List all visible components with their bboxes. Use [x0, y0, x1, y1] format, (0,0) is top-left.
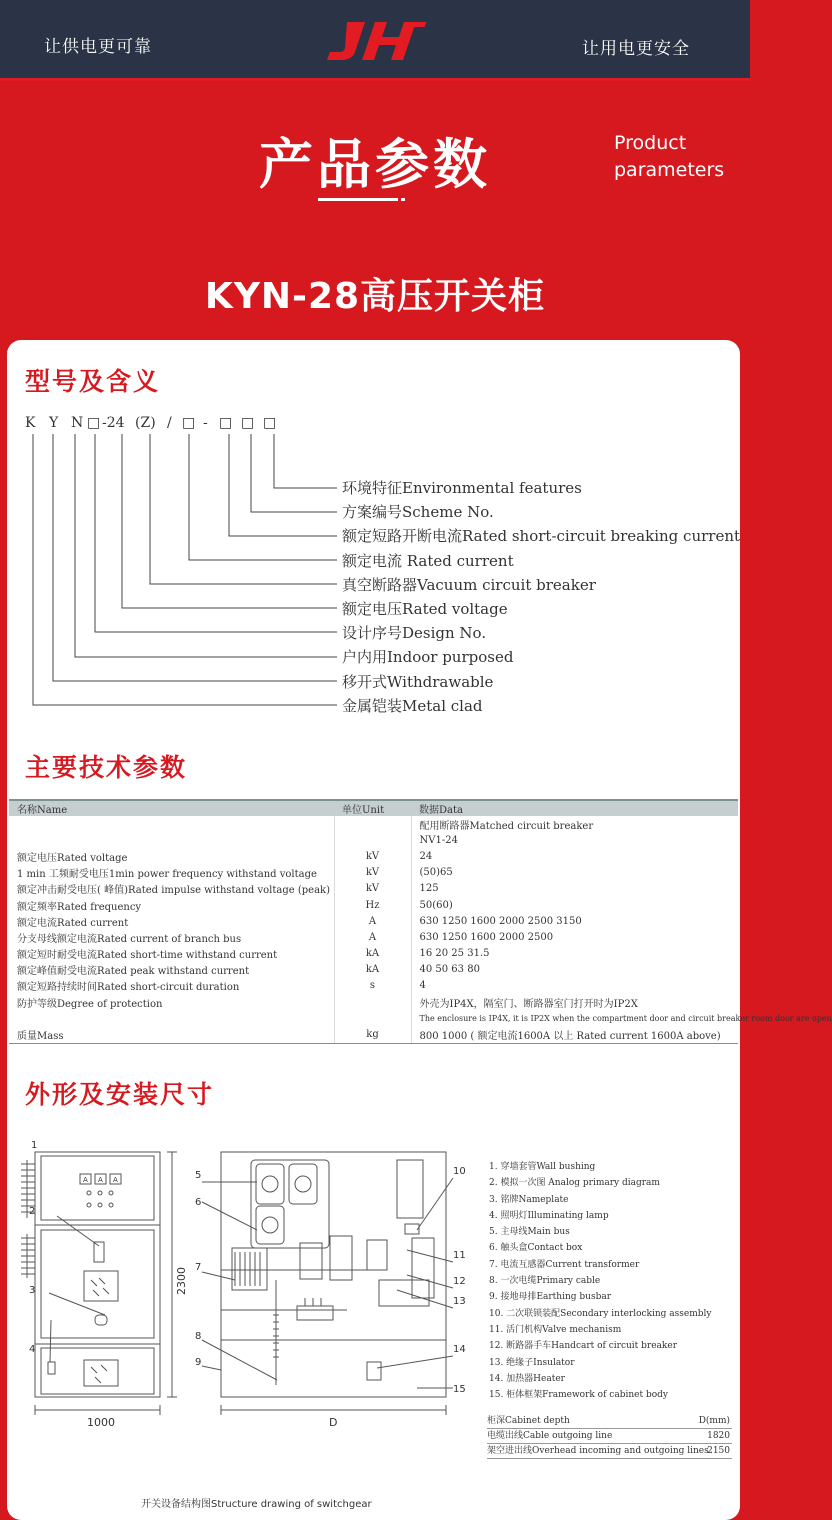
leader-lines	[33, 434, 337, 705]
right-slogan: 让用电更安全	[582, 39, 690, 59]
callout-number: 11	[453, 1250, 466, 1261]
callout-number: 12	[453, 1276, 466, 1287]
model-section-title: 型号及含义	[25, 367, 161, 396]
code-char: -	[203, 415, 208, 431]
list-item: 13. 绝缘子Insulator	[489, 1357, 575, 1368]
legend-item: 户内用Indoor purposed	[342, 648, 514, 667]
legend-item: 额定短路开断电流Rated short-circuit breaking current	[342, 527, 741, 546]
header-stripe	[0, 78, 750, 81]
legend-item: 环境特征Environmental features	[342, 479, 582, 497]
page-title-en: Product parameters	[614, 132, 725, 181]
list-item: 2. 模拟一次图 Analog primary diagram	[489, 1178, 660, 1189]
content-card	[7, 340, 832, 1520]
table-row: The enclosure is IP4X, it is IP2X when the compartment door and circuit breaker room door are open	[9, 1010, 738, 1026]
callout-number: 2	[29, 1206, 36, 1217]
top-header	[0, 0, 750, 80]
callout-number: 4	[29, 1344, 36, 1355]
page-title: 产品参数	[259, 133, 491, 196]
spec-header-row	[9, 800, 738, 816]
list-item: 9. 接地母排Earthing busbar	[489, 1292, 612, 1303]
callout-number: 3	[29, 1285, 36, 1296]
legend-item: 方案编号Scheme No.	[342, 503, 494, 522]
width-label: 1000	[87, 1416, 115, 1429]
table-row: 分支母线额定电流Rated current of branch bus A 630 1250 1600 2000 2500	[9, 929, 738, 945]
callout-number: 6	[195, 1197, 202, 1208]
table-row: 额定峰值耐受电流Rated peak withstand current kA 40 50 63 80	[9, 962, 738, 978]
code-char: K	[25, 415, 36, 431]
drawing-caption: 开关设备结构图Structure drawing of switchgear	[141, 1499, 372, 1510]
list-item: 4. 照明灯Illuminating lamp	[489, 1210, 609, 1221]
model-legend	[342, 476, 740, 718]
table-row: 额定短时耐受电流Rated short-time withstand current kA 16 20 25 31.5	[9, 946, 738, 962]
table-row: 防护等级Degree of protection 外壳为IP4X，隔室门、断路器室门打开时为IP2X	[9, 994, 738, 1010]
callout-number: 10	[453, 1166, 466, 1177]
dim-section-title: 外形及安装尺寸	[25, 1080, 215, 1109]
callout-number: 14	[453, 1344, 466, 1355]
code-char: □	[87, 415, 101, 431]
code-char: □	[241, 415, 255, 431]
callout-number: 15	[453, 1384, 466, 1395]
table-row: 配用断路器Matched circuit breaker	[9, 816, 738, 832]
list-item: 6. 触头盒Contact box	[489, 1243, 583, 1254]
title-underline-dot	[401, 198, 405, 201]
callout-number: 13	[453, 1296, 466, 1307]
code-char: -24	[102, 415, 125, 431]
list-item: 12. 断路器手车Handcart of circuit breaker	[489, 1341, 677, 1352]
parts-list	[489, 1159, 712, 1403]
col-header-data: 数据Data	[411, 800, 738, 816]
legend-item: 金属铠装Metal clad	[342, 696, 483, 715]
panel-button-label: A	[113, 1176, 118, 1184]
callout-number: 7	[195, 1262, 202, 1273]
legend-item: 设计序号Design No.	[342, 624, 487, 643]
title-underline	[318, 198, 398, 201]
left-slogan: 让供电更可靠	[44, 37, 152, 57]
callout-number: 5	[195, 1170, 202, 1181]
legend-item: 真空断路器Vacuum circuit breaker	[342, 575, 596, 594]
table-row: 额定电流Rated current A 630 1250 1600 2000 2500 3150	[9, 913, 738, 929]
table-row: 额定频率Rated frequency Hz 50(60)	[9, 897, 738, 913]
depth-label: D	[329, 1416, 338, 1429]
legend-item: 额定电压Rated voltage	[342, 599, 508, 618]
code-char: □	[182, 415, 196, 431]
list-item: 14. 加热器Heater	[489, 1373, 565, 1384]
spec-table	[9, 799, 832, 1044]
height-label: 2300	[175, 1267, 188, 1295]
code-char: □	[263, 415, 277, 431]
legend-item: 移开式Withdrawable	[342, 672, 494, 691]
tech-section-title: 主要技术参数	[25, 753, 188, 782]
list-item: 10. 二次联锁装配Secondary interlocking assembly	[489, 1308, 712, 1319]
list-item: 3. 铭牌Nameplate	[489, 1194, 569, 1205]
depth-header-row: 柜深Cabinet depth D(mm)	[487, 1414, 732, 1429]
product-name: KYN-28高压开关柜	[204, 276, 546, 317]
table-row: NV1-24	[9, 832, 738, 848]
panel-button-label: A	[83, 1176, 88, 1184]
table-row: 额定冲击耐受电压( 峰值)Rated impulse withstand voltage (peak) kV 125	[9, 881, 738, 897]
callout-number: 8	[195, 1331, 202, 1342]
jh-logo	[325, 20, 429, 64]
table-row: 质量Mass kg 800 1000 ( 额定电流1600A 以上 Rated current 1600A above)	[9, 1026, 738, 1043]
col-header-unit: 单位Unit	[334, 800, 411, 816]
list-item: 11. 活门机构Valve mechanism	[489, 1324, 622, 1335]
code-char: N	[71, 415, 84, 431]
depth-table	[487, 1414, 732, 1459]
table-row: 额定短路持续时间Rated short-circuit duration s 4	[9, 978, 738, 994]
list-item: 1. 穿墙套管Wall bushing	[489, 1162, 596, 1172]
legend-item: 额定电流 Rated current	[342, 551, 514, 570]
list-item: 15. 柜体框架Framework of cabinet body	[489, 1390, 668, 1401]
callout-number: 1	[31, 1140, 38, 1151]
table-row: 1 min 工频耐受电压1min power frequency withstand voltage kV (50)65	[9, 865, 738, 881]
table-row: 电缆出线Cable outgoing line 1820	[487, 1429, 732, 1444]
callout-number: 9	[195, 1357, 202, 1368]
list-item: 7. 电流互感器Current transformer	[489, 1259, 640, 1270]
panel-button-label: A	[98, 1176, 103, 1184]
code-char: Y	[49, 415, 59, 431]
col-header-name: 名称Name	[9, 800, 334, 816]
code-char: □	[219, 415, 233, 431]
list-item: 5. 主母线Main bus	[489, 1227, 570, 1238]
table-row: 额定电压Rated voltage kV 24	[9, 848, 738, 864]
code-char: (Z)	[135, 415, 156, 431]
table-row: 架空进出线Overhead incoming and outgoing lines 2150	[487, 1444, 732, 1459]
code-char: /	[167, 415, 172, 431]
list-item: 8. 一次电缆Primary cable	[489, 1276, 601, 1287]
